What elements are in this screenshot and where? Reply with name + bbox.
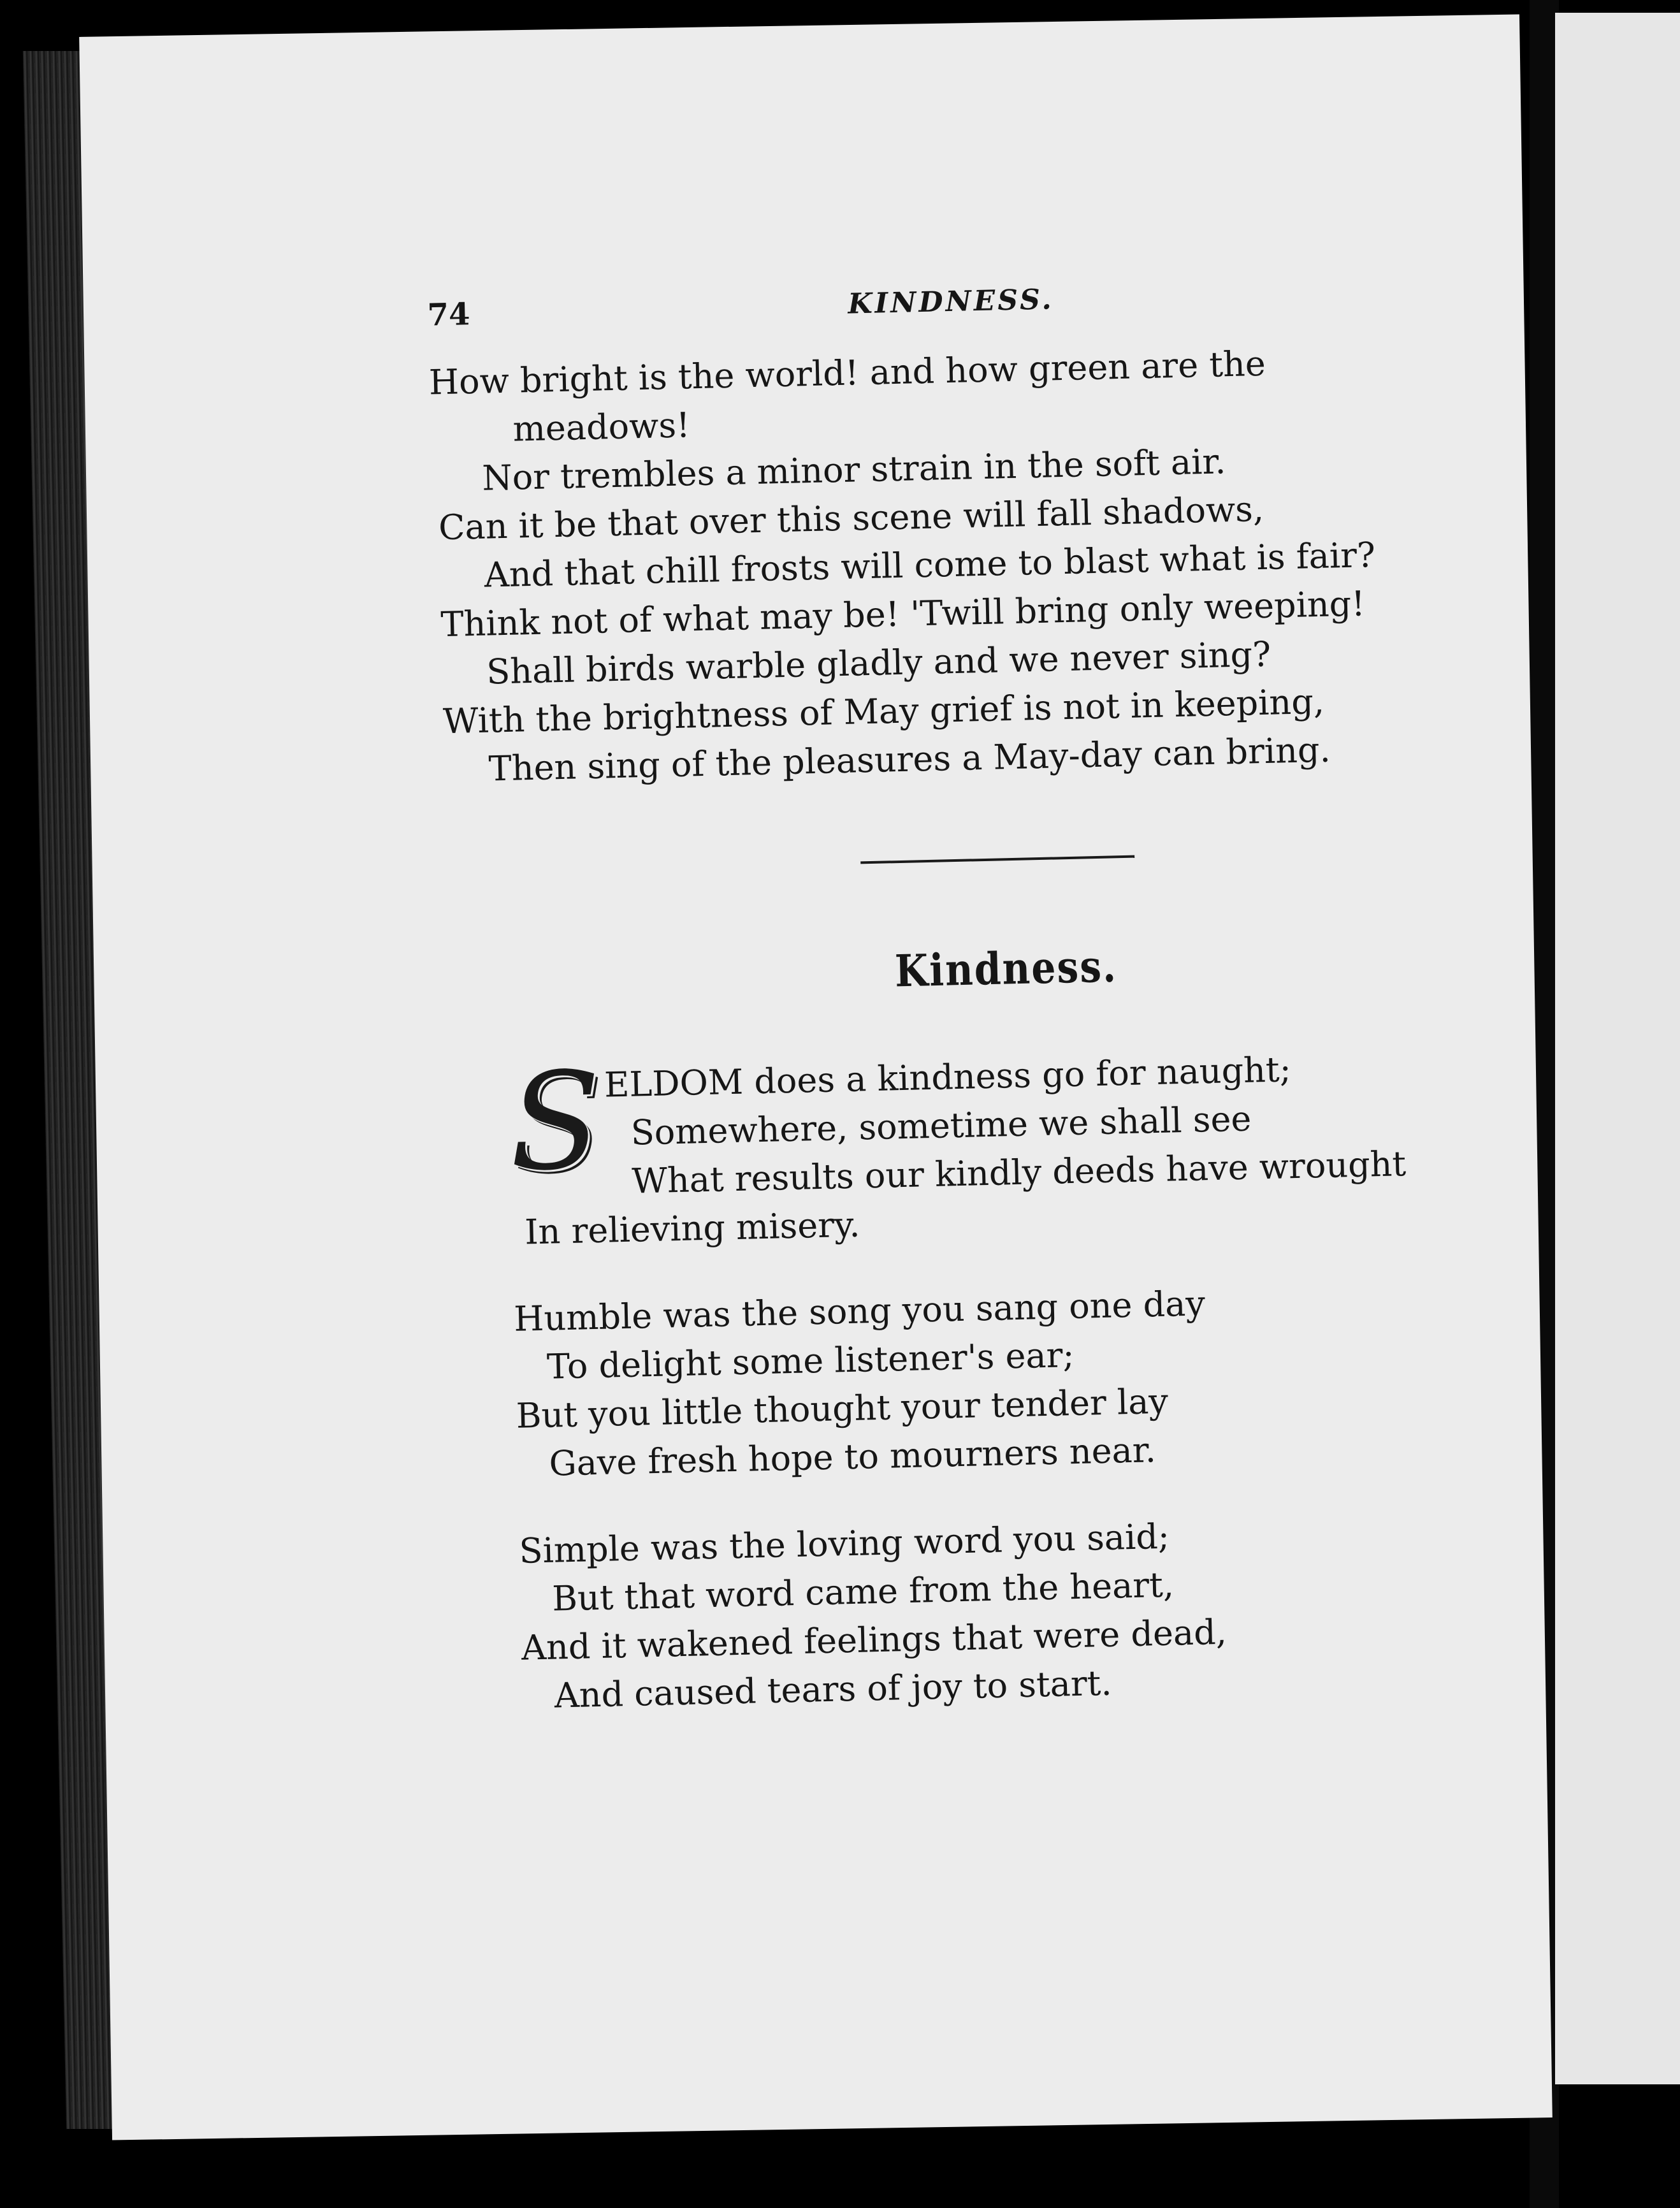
- poem-line: ELDOM does a kindness go for naught;: [604, 1049, 1292, 1105]
- stanza: [354, 1274, 1480, 1493]
- page-content: [331, 274, 1485, 1724]
- facing-page-edge: [1555, 13, 1680, 2084]
- stanza: [349, 1042, 1474, 1261]
- poem-line: In relieving misery.: [524, 1204, 861, 1253]
- poem-line: How bright is the world! and how green are the: [428, 343, 1266, 403]
- poem-title: Kindness.: [894, 941, 1118, 998]
- poem-line: Gave fresh hope to mourners near.: [548, 1430, 1157, 1484]
- poem-kindness: [349, 1042, 1485, 1725]
- running-title: KINDNESS.: [847, 283, 1055, 321]
- poem-line: Simple was the loving word you said;: [518, 1516, 1170, 1571]
- stanza: [359, 1506, 1485, 1725]
- poem-line: Then sing of the pleasures a May-day can bring.: [488, 729, 1331, 789]
- page-number: 74: [426, 296, 471, 333]
- poem-line: And caused tears of joy to start.: [554, 1662, 1113, 1716]
- poem-line: Can it be that over this scene will fall shadows,: [438, 488, 1264, 548]
- poem-line: Nor trembles a minor strain in the soft air.: [481, 441, 1227, 498]
- previous-poem-ending: [333, 335, 1464, 797]
- poem-line: Humble was the song you sang one day: [513, 1283, 1206, 1339]
- poem-line: But that word came from the heart,: [551, 1564, 1175, 1619]
- poem-line: With the brightness of May grief is not in keeping,: [442, 681, 1325, 742]
- poem-line: meadows!: [512, 405, 691, 449]
- poem-line: Shall birds warble gladly and we never sing?: [486, 634, 1271, 692]
- section-divider: [860, 855, 1134, 864]
- poem-line: Think not of what may be! 'Twill bring only weeping!: [440, 583, 1366, 645]
- poem-line: But you little thought your tender lay: [516, 1381, 1169, 1436]
- poem-line: And it wakened feelings that were dead,: [521, 1611, 1227, 1668]
- poem-line: Somewhere, sometime we shall see: [630, 1098, 1252, 1153]
- poem-line: And that chill frosts will come to blast what is fair?: [484, 534, 1376, 595]
- poem-line: To delight some listener's ear;: [546, 1334, 1075, 1387]
- drop-cap: S: [507, 1042, 603, 1201]
- poem-line: What results our kindly deeds have wrought: [631, 1144, 1407, 1202]
